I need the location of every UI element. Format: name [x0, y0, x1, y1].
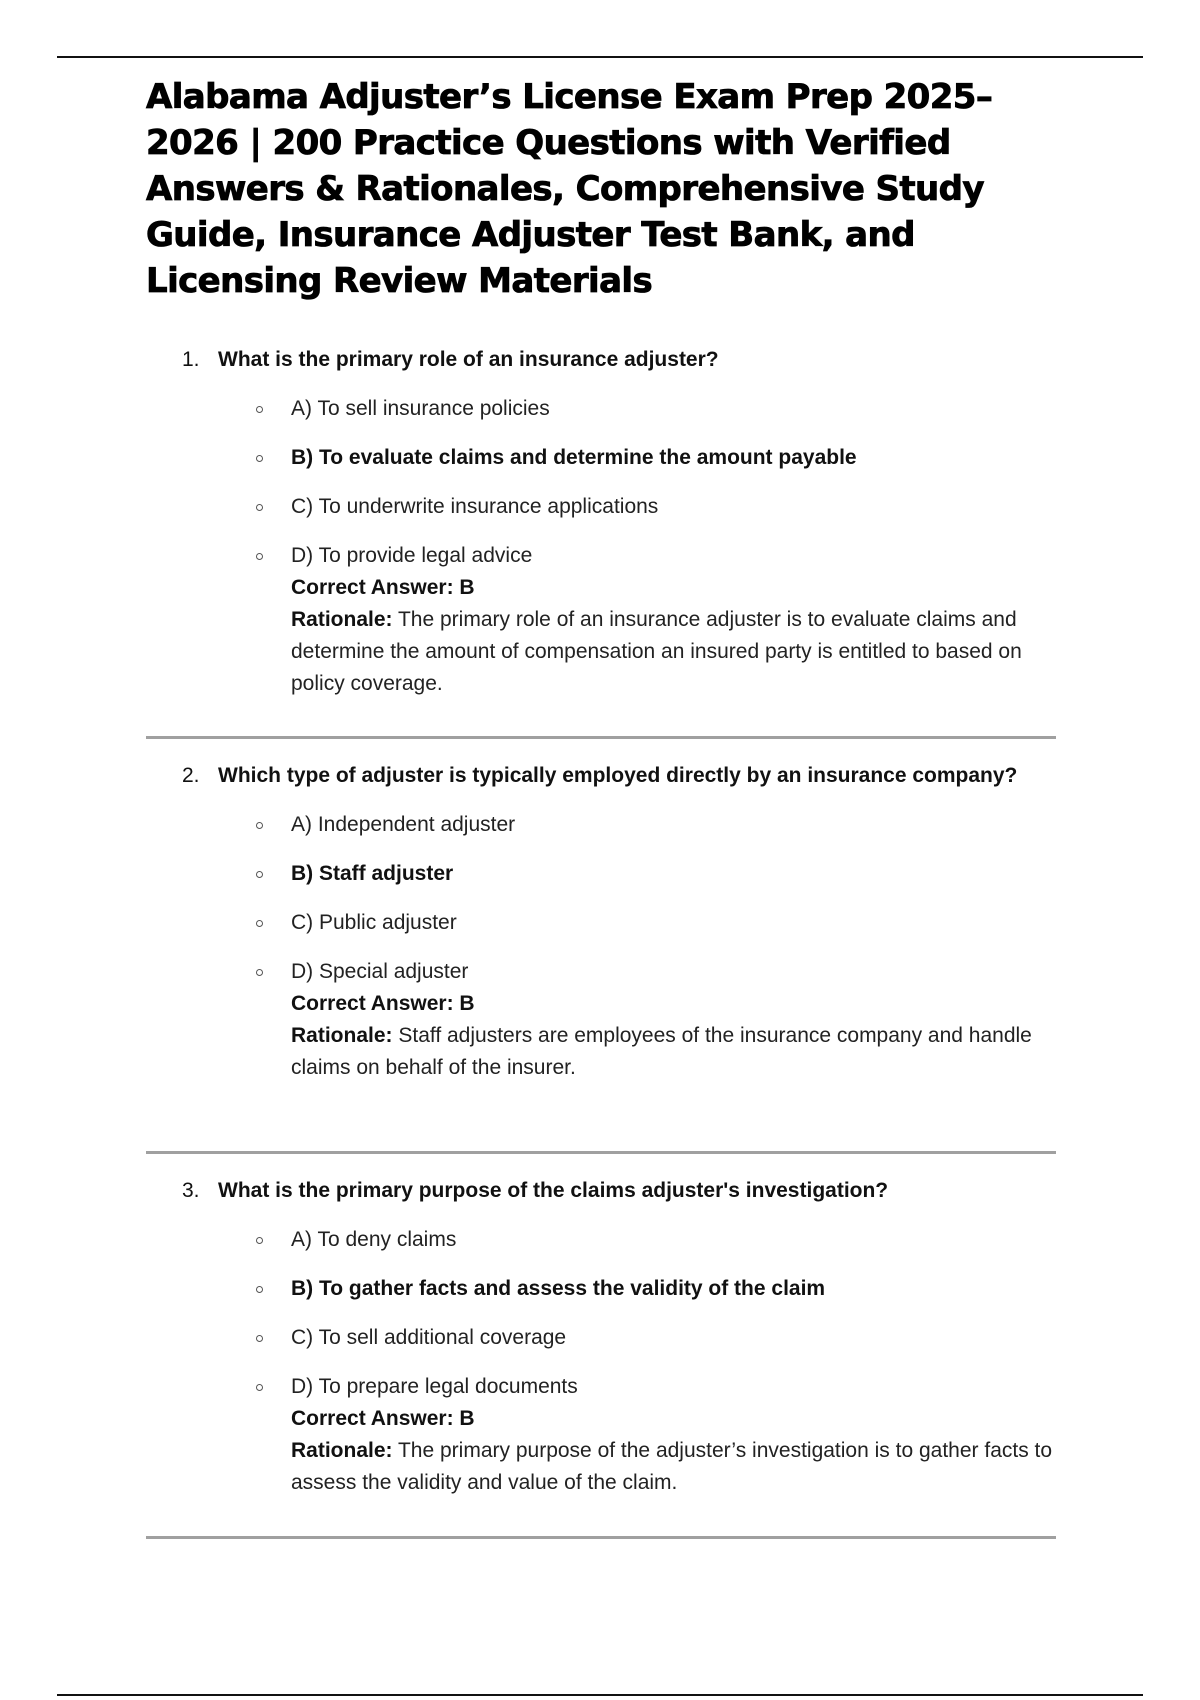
option-a [146, 809, 1056, 841]
option-label: B) To evaluate claims and determine the amount payable [291, 446, 857, 469]
circle-bullet-icon [256, 871, 263, 878]
circle-bullet-icon [256, 969, 263, 976]
option-label: D) To prepare legal documents [291, 1375, 578, 1398]
question-text [146, 760, 1056, 792]
option-list [146, 393, 1056, 572]
page-top-rule [57, 56, 1143, 58]
option-c [146, 907, 1056, 939]
question-number: 3. [182, 1179, 200, 1202]
option-d [146, 540, 1056, 572]
option-list [146, 1224, 1056, 1403]
question-prompt: What is the primary role of an insurance adjuster? [218, 348, 719, 371]
option-b [146, 1273, 1056, 1305]
rationale-text: The primary purpose of the adjuster’s investigation is to gather facts to assess the validity and value of the claim. [291, 1439, 1053, 1494]
question-divider [146, 1151, 1056, 1154]
document-title: Alabama Adjuster’s License Exam Prep 2025–2026 | 200 Practice Questions with Verified Answers & Rationales, Comprehensive Study Guide, Insurance Adjuster Test Bank, and Licensing Review Materials [146, 77, 993, 301]
circle-bullet-icon [256, 1384, 263, 1391]
circle-bullet-icon [256, 504, 263, 511]
option-label: B) To gather facts and assess the validity of the claim [291, 1277, 826, 1300]
rationale-label: Rationale: [291, 608, 393, 631]
question-1 [146, 344, 1056, 700]
circle-bullet-icon [256, 1237, 263, 1244]
circle-bullet-icon [256, 553, 263, 560]
question-divider [146, 1536, 1056, 1539]
option-label: A) Independent adjuster [291, 813, 516, 836]
rationale-text: The primary role of an insurance adjuster is to evaluate claims and determine the amount of compensation an insured party is entitled to based on policy coverage. [291, 608, 1022, 695]
option-label: A) To deny claims [291, 1228, 457, 1251]
option-b [146, 442, 1056, 474]
circle-bullet-icon [256, 455, 263, 462]
rationale [291, 604, 1056, 700]
option-label: C) Public adjuster [291, 911, 457, 934]
question-divider [146, 736, 1056, 739]
answer-block [146, 1403, 1056, 1499]
question-number: 2. [182, 764, 200, 787]
circle-bullet-icon [256, 920, 263, 927]
answer-block [146, 572, 1056, 700]
rationale [291, 1435, 1056, 1499]
option-c [146, 1322, 1056, 1354]
option-d [146, 956, 1056, 988]
correct-answer: Correct Answer: B [291, 992, 475, 1015]
question-text [146, 1175, 1056, 1207]
question-number: 1. [182, 348, 200, 371]
option-label: A) To sell insurance policies [291, 397, 550, 420]
rationale-text: Staff adjusters are employees of the insurance company and handle claims on behalf of the insurer. [291, 1024, 1032, 1079]
circle-bullet-icon [256, 1286, 263, 1293]
option-list [146, 809, 1056, 988]
option-a [146, 1224, 1056, 1256]
rationale-label: Rationale: [291, 1439, 393, 1462]
option-a [146, 393, 1056, 425]
page-bottom-rule [57, 1694, 1143, 1696]
question-prompt: What is the primary purpose of the claims adjuster's investigation? [218, 1179, 889, 1202]
circle-bullet-icon [256, 822, 263, 829]
option-label: C) To underwrite insurance applications [291, 495, 659, 518]
option-d [146, 1371, 1056, 1403]
correct-answer: Correct Answer: B [291, 1407, 475, 1430]
option-label: D) Special adjuster [291, 960, 469, 983]
circle-bullet-icon [256, 1335, 263, 1342]
option-c [146, 491, 1056, 523]
circle-bullet-icon [256, 406, 263, 413]
option-label: B) Staff adjuster [291, 862, 454, 885]
rationale [291, 1020, 1056, 1084]
correct-answer: Correct Answer: B [291, 576, 475, 599]
option-b [146, 858, 1056, 890]
question-2 [146, 760, 1056, 1084]
question-3 [146, 1175, 1056, 1499]
option-label: C) To sell additional coverage [291, 1326, 567, 1349]
option-label: D) To provide legal advice [291, 544, 533, 567]
question-prompt: Which type of adjuster is typically employed directly by an insurance company? [218, 764, 1018, 787]
rationale-label: Rationale: [291, 1024, 393, 1047]
question-text [146, 344, 1056, 376]
answer-block [146, 988, 1056, 1084]
